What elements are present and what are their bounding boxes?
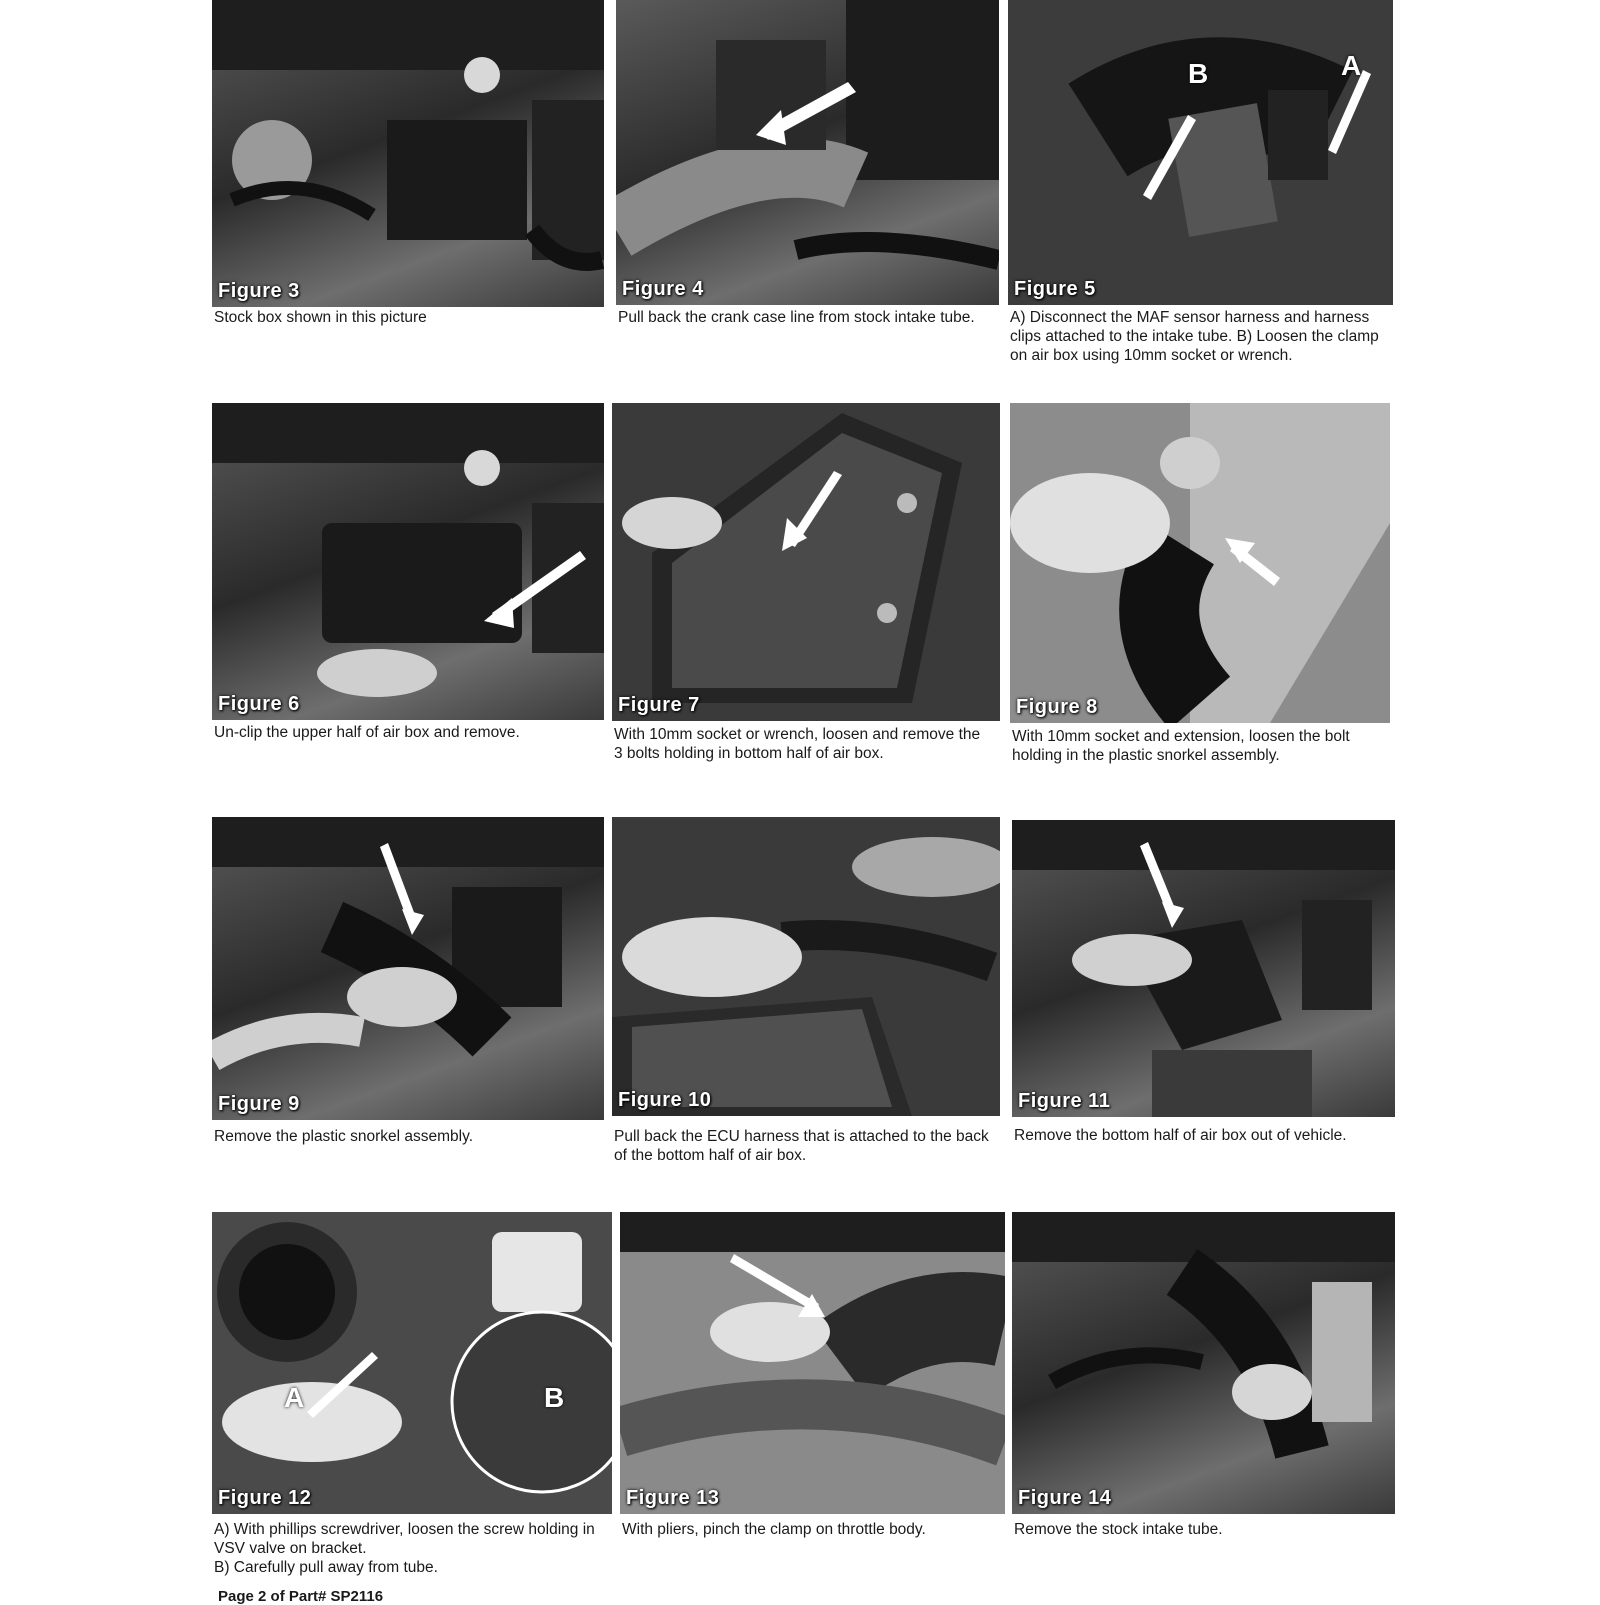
figure-13-photo: [620, 1212, 1005, 1514]
figure-caption: A) Disconnect the MAF sensor harness and harness clips attached to the intake tube. B) Loosen the clamp on air box using 10mm socket or wrench.: [1010, 309, 1379, 364]
ecu-harness-image: [612, 817, 1000, 1116]
figure-caption: Remove the plastic snorkel assembly.: [214, 1128, 474, 1145]
figure-10-photo: [612, 817, 1000, 1116]
figure-caption: Remove the bottom half of air box out of vehicle.: [1014, 1127, 1347, 1144]
figure-8-photo: [1010, 403, 1390, 723]
page-footer: Page 2 of Part# SP2116: [218, 1588, 384, 1605]
figure-3-panel: [212, 0, 604, 360]
vsv-valve-image: [212, 1212, 612, 1514]
figure-5-panel: [1008, 0, 1400, 375]
figure-caption: Pull back the crank case line from stock intake tube.: [618, 309, 975, 326]
figure-9-panel: [212, 817, 604, 1157]
figure-4-panel: [616, 0, 1001, 360]
marker-b: B: [544, 1382, 565, 1413]
figure-label: Figure 5: [1014, 278, 1096, 300]
figure-label: Figure 9: [218, 1093, 300, 1115]
marker-a: A: [284, 1382, 305, 1413]
figure-label: Figure 14: [1018, 1487, 1112, 1509]
figure-label: Figure 12: [218, 1487, 312, 1509]
figure-label: Figure 3: [218, 280, 300, 302]
figure-label: Figure 6: [218, 693, 300, 715]
intake-tube-image: [1012, 1212, 1395, 1514]
figure-caption: Un-clip the upper half of air box and remove.: [214, 724, 520, 741]
figure-14-panel: [1012, 1212, 1400, 1587]
snorkel-removal-image: [212, 817, 604, 1120]
figure-7-photo: [612, 403, 1000, 721]
bottom-airbox-image: [612, 403, 1000, 721]
snorkel-bolt-image: [1010, 403, 1390, 723]
figure-5-photo: [1008, 0, 1393, 305]
figure-label: Figure 10: [618, 1089, 712, 1111]
figure-caption: Stock box shown in this picture: [214, 309, 427, 326]
figure-label: Figure 13: [626, 1487, 720, 1509]
marker-b: B: [1188, 58, 1209, 89]
upper-airbox-image: [212, 403, 604, 720]
marker-a: A: [1341, 50, 1362, 81]
figure-9-photo: [212, 817, 604, 1120]
figure-label: Figure 8: [1016, 696, 1098, 718]
figure-7-panel: [612, 403, 1004, 778]
figure-6-photo: [212, 403, 604, 720]
throttle-clamp-image: [620, 1212, 1005, 1514]
crankcase-line-image: [616, 0, 999, 305]
figure-label: Figure 11: [1018, 1090, 1111, 1112]
figure-11-photo: [1012, 820, 1395, 1117]
maf-sensor-image: [1008, 0, 1393, 305]
figure-4-photo: [616, 0, 999, 305]
figure-label: Figure 7: [618, 694, 700, 716]
figure-caption: With 10mm socket and extension, loosen the bolt holding in the plastic snorkel assembly.: [1012, 728, 1350, 764]
figure-caption: Pull back the ECU harness that is attached to the back of the bottom half of air box.: [614, 1128, 989, 1164]
figure-6-panel: [212, 403, 604, 763]
figure-3-photo: [212, 0, 604, 307]
figure-caption: With pliers, pinch the clamp on throttle body.: [622, 1521, 926, 1538]
figure-14-photo: [1012, 1212, 1395, 1514]
engine-bay-image: [212, 0, 604, 307]
figure-11-panel: [1012, 820, 1400, 1160]
figure-8-panel: [1010, 403, 1400, 778]
figure-12-panel: [212, 1212, 612, 1587]
figure-12-photo: [212, 1212, 612, 1514]
figure-13-panel: [620, 1212, 1010, 1587]
figure-10-panel: [612, 817, 1012, 1177]
figure-caption: A) With phillips screwdriver, loosen the screw holding in VSV valve on bracket. B) Carefully pull away from tube.: [214, 1521, 595, 1576]
figure-label: Figure 4: [622, 278, 704, 300]
figure-caption: With 10mm socket or wrench, loosen and remove the 3 bolts holding in bottom half of air box.: [614, 726, 981, 762]
airbox-removal-image: [1012, 820, 1395, 1117]
figure-caption: Remove the stock intake tube.: [1014, 1521, 1223, 1538]
inset-circle: [452, 1312, 612, 1492]
